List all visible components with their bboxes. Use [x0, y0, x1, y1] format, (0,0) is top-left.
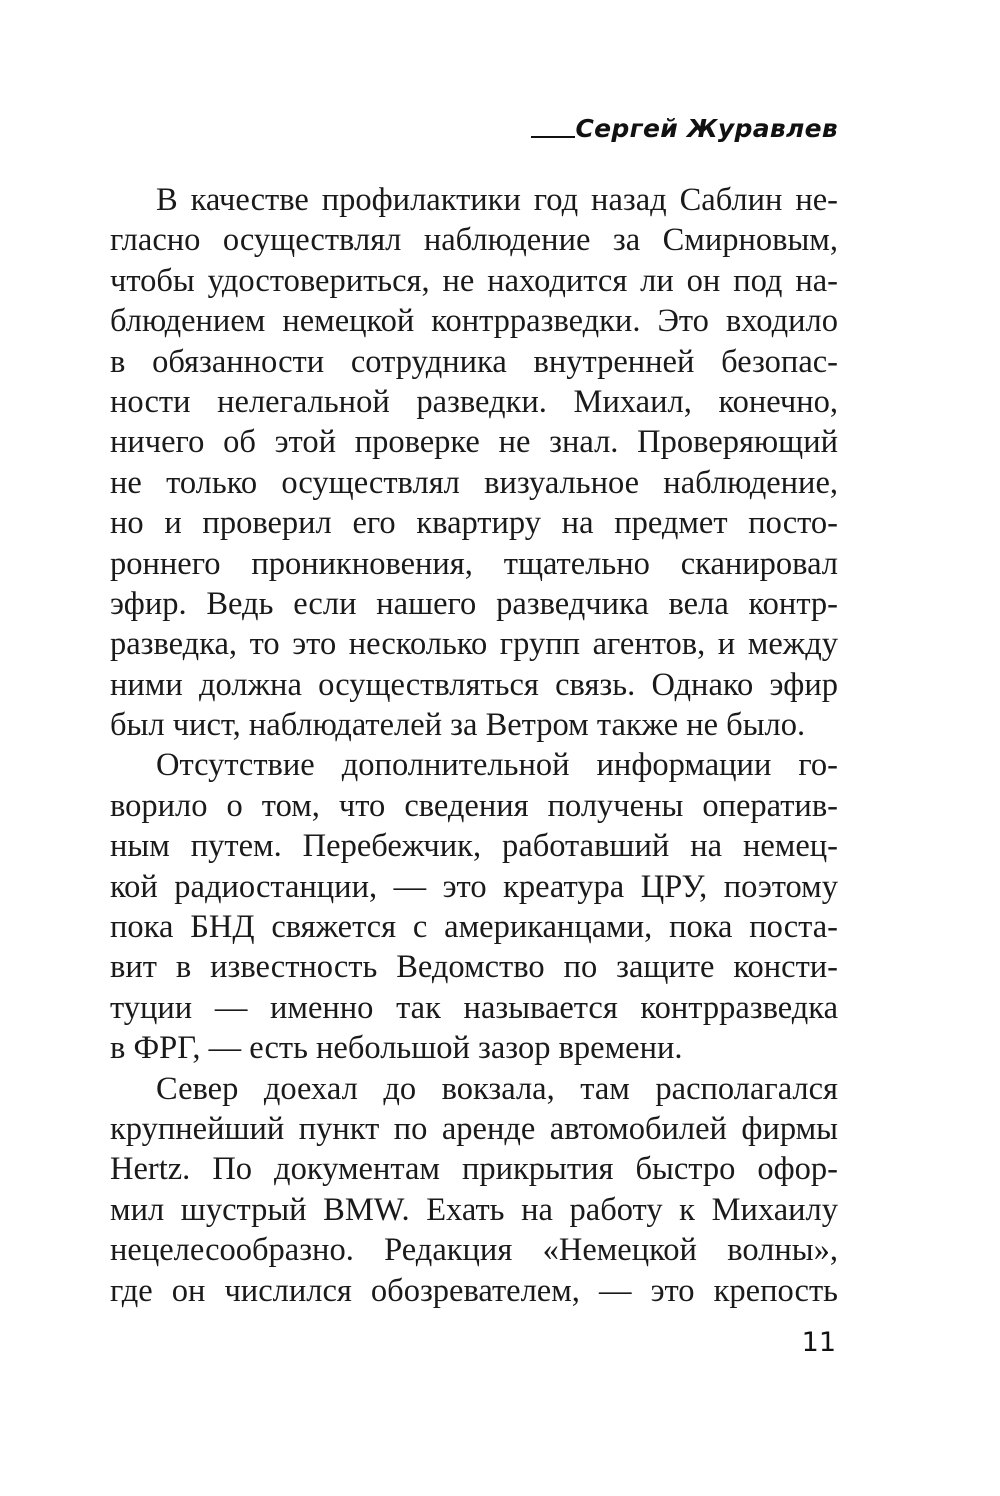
text-line: ности нелегальной разведки. Михаил, конечно, — [110, 383, 838, 420]
text-line: нецелесообразно. Редакция «Немецкой волны», — [110, 1232, 838, 1269]
text-line: кой радиостанции, — это креатура ЦРУ, поэтому — [110, 868, 838, 905]
text-line: не только осуществлял визуальное наблюдение, — [110, 464, 838, 501]
text-line: эфир. Ведь если нашего разведчика вела контр- — [110, 585, 838, 622]
text-line: разведка, то это несколько групп агентов, и между — [110, 626, 838, 663]
text-line: ничего об этой проверке не знал. Проверяющий — [110, 424, 838, 461]
text-line: блюдением немецкой контрразведки. Это входило — [110, 303, 838, 340]
text-line: крупнейший пункт по аренде автомобилей фирмы — [110, 1110, 838, 1147]
text-line: в ФРГ, — есть небольшой зазор времени. — [110, 1030, 683, 1067]
text-line: где он числился обозревателем, — это крепость — [110, 1272, 838, 1309]
text-line: но и проверил его квартиру на предмет посто- — [110, 505, 838, 542]
text-line: Север доехал до вокзала, там располагался — [156, 1070, 838, 1107]
paragraph-3 — [110, 1069, 838, 1311]
header-rule — [531, 136, 575, 138]
running-header — [531, 114, 838, 144]
header-author: Сергей Журавлев — [575, 114, 838, 143]
text-line: ворило о том, что сведения получены оператив- — [110, 787, 838, 824]
text-line: ным путем. Перебежчик, работавший на немец- — [110, 828, 838, 865]
text-line: чтобы удостовериться, не находится ли он под на- — [110, 262, 838, 299]
text-line: В качестве профилактики год назад Саблин не- — [156, 182, 838, 218]
body-text — [110, 180, 838, 1311]
text-line: ними должна осуществляться связь. Однако эфир — [110, 666, 838, 703]
text-line: туции — именно так называется контрразведка — [110, 989, 838, 1026]
text-line: Hertz. По документам прикрытия быстро офор- — [110, 1151, 838, 1188]
text-line: в обязанности сотрудника внутренней безопас- — [110, 343, 838, 380]
text-line: вит в известность Ведомство по защите консти- — [110, 949, 838, 986]
text-line: роннего проникновения, тщательно сканировал — [110, 545, 838, 582]
text-line: был чист, наблюдателей за Ветром также не было. — [110, 707, 806, 744]
text-line: Отсутствие дополнительной информации го- — [156, 747, 838, 784]
text-line: пока БНД свяжется с американцами, пока поста- — [110, 909, 838, 946]
paragraph-1 — [110, 180, 838, 745]
text-line: гласно осуществлял наблюдение за Смирновым, — [110, 222, 838, 259]
page-number: 11 — [801, 1327, 836, 1358]
text-line: мил шустрый BMW. Ехать на работу к Михаилу — [110, 1191, 838, 1228]
paragraph-2 — [110, 745, 838, 1068]
